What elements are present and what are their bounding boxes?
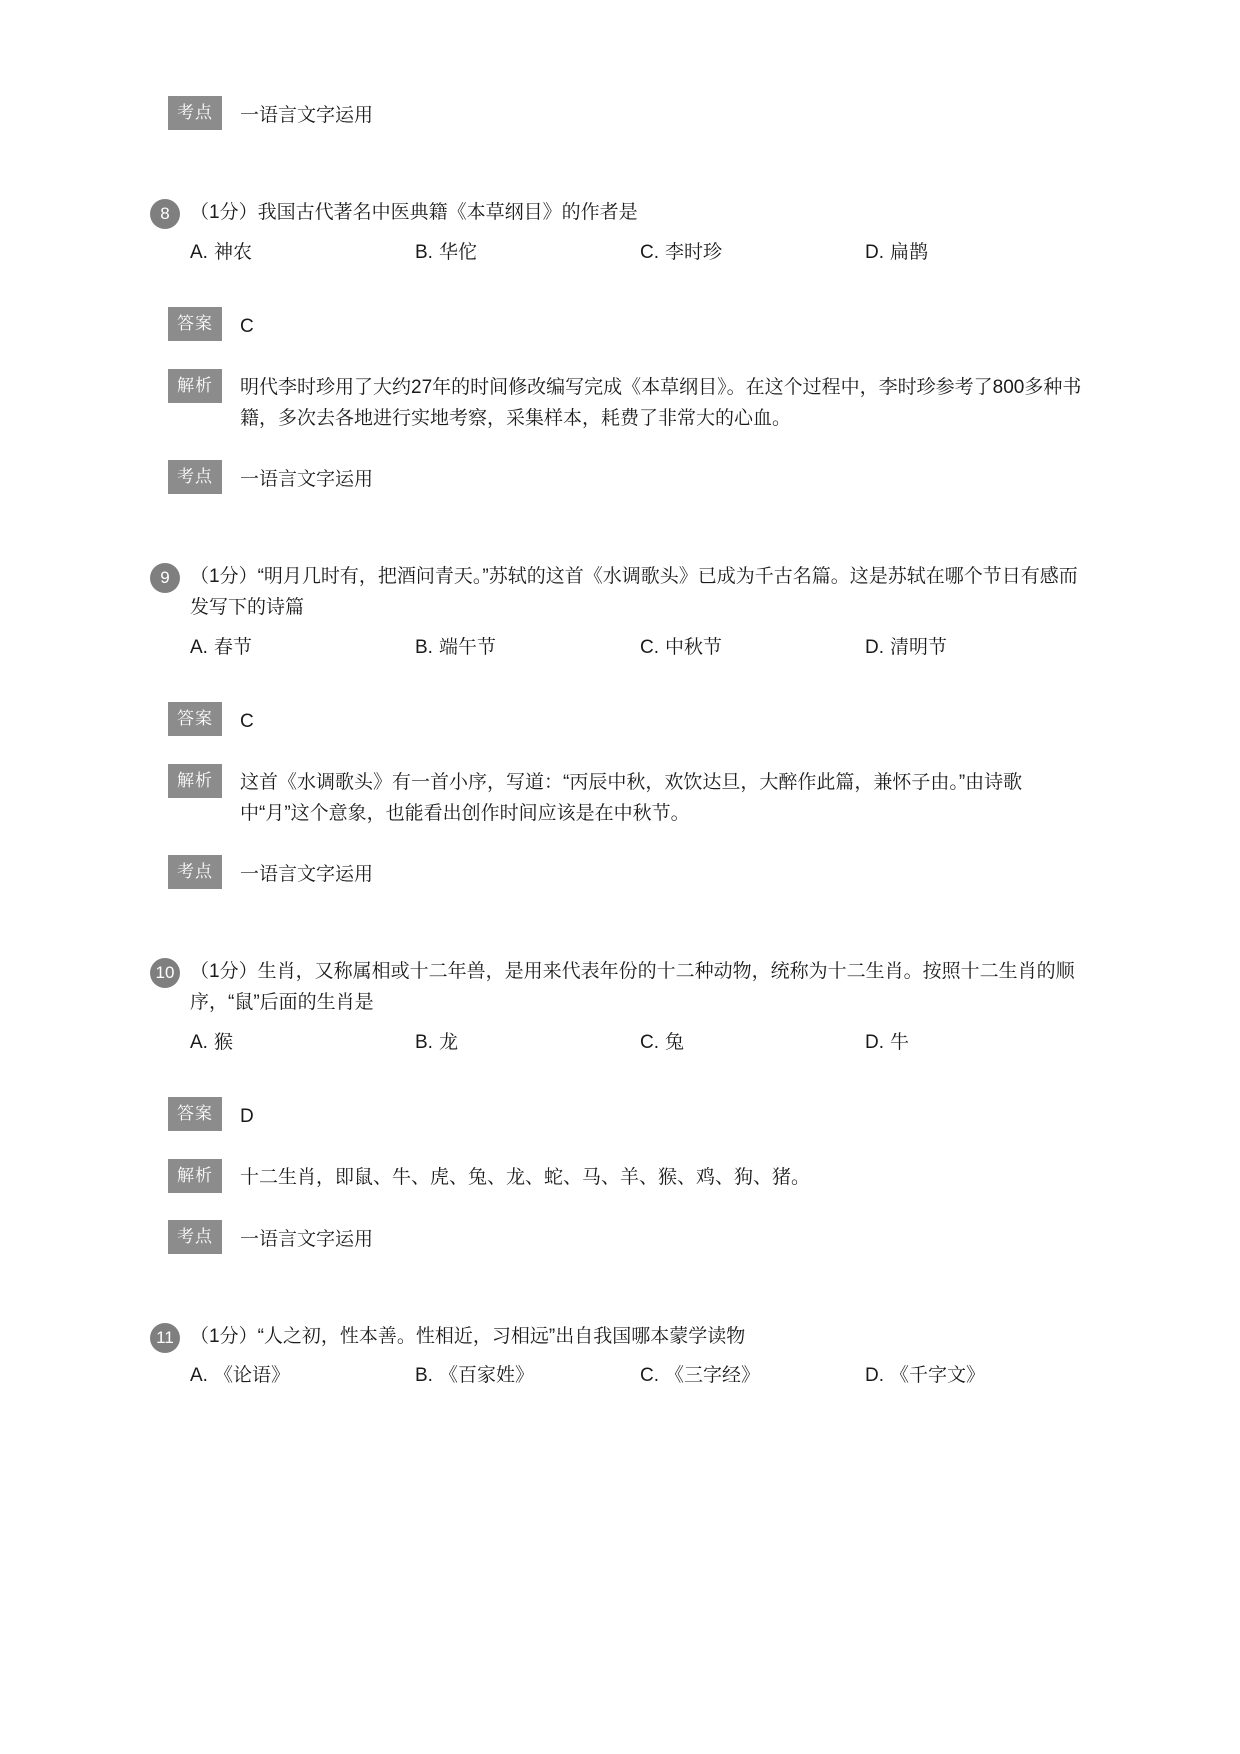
analysis-row: [150, 764, 1090, 830]
option-label: D.: [865, 636, 884, 658]
option-label: D.: [865, 241, 884, 263]
knowledge-text: 一语言文字运用: [240, 105, 374, 126]
knowledge-row-top: [150, 96, 1090, 132]
option-b[interactable]: [415, 239, 640, 268]
answer-text: D: [240, 1106, 254, 1128]
option-text: 扁鹊: [890, 241, 929, 263]
knowledge-chip: 考点: [168, 96, 222, 130]
option-label: D.: [865, 1031, 884, 1053]
option-text: 《千字文》: [890, 1365, 986, 1387]
spacer: [150, 891, 1090, 957]
option-label: A.: [190, 241, 208, 263]
spacer: [150, 1133, 1090, 1159]
analysis-chip: 解析: [168, 369, 222, 403]
question-stem: （1分）“人之初，性本善。性相近，习相远”出自我国哪本蒙学读物: [190, 1325, 746, 1347]
analysis-row: [150, 369, 1090, 435]
option-text: 猴: [213, 1031, 233, 1053]
option-a[interactable]: [190, 1362, 415, 1391]
option-list: [190, 634, 1090, 663]
option-d[interactable]: [865, 1029, 1090, 1058]
question-stem: （1分）我国古代著名中医典籍《本草纲目》的作者是: [190, 201, 638, 223]
question-number: 11: [150, 1323, 180, 1353]
analysis-row: [150, 1159, 1090, 1194]
question-stem: （1分）“明月几时有，把酒问青天。”苏轼的这首《水调歌头》已成为千古名篇。这是苏轼在哪个节日有感而发写下的诗篇: [190, 566, 1078, 618]
knowledge-text: 一语言文字运用: [240, 1228, 374, 1250]
option-label: A.: [190, 636, 208, 658]
spacer: [150, 343, 1090, 369]
option-text: 李时珍: [665, 241, 723, 263]
option-list: [190, 1029, 1090, 1058]
question-body: [190, 562, 1090, 662]
answer-text: C: [240, 316, 254, 338]
spacer: [150, 496, 1090, 562]
option-d[interactable]: [865, 634, 1090, 663]
option-text: 《论语》: [213, 1365, 290, 1387]
option-text: 神农: [213, 241, 252, 263]
question-stem: （1分）生肖，又称属相或十二年兽，是用来代表年份的十二种动物，统称为十二生肖。按照十二生肖的顺序，“鼠”后面的生肖是: [190, 961, 1075, 1013]
option-text: 端午节: [438, 636, 496, 658]
option-label: B.: [415, 1031, 433, 1053]
analysis-text: 十二生肖，即鼠、牛、虎、兔、龙、蛇、马、羊、猴、鸡、狗、猪。: [240, 1166, 811, 1188]
analysis-text: 这首《水调歌头》有一首小序，写道：“丙辰中秋，欢饮达旦，大醉作此篇，兼怀子由。”由诗歌中“月”这个意象，也能看出创作时间应该是在中秋节。: [240, 771, 1023, 824]
option-label: C.: [640, 241, 659, 263]
spacer: [150, 1256, 1090, 1322]
knowledge-row: [150, 855, 1090, 891]
option-text: 牛: [890, 1031, 910, 1053]
question-body: [190, 1322, 1090, 1391]
knowledge-row: [150, 1220, 1090, 1256]
option-label: C.: [640, 1031, 659, 1053]
question-block: [150, 957, 1090, 1057]
option-text: 华佗: [438, 241, 477, 263]
question-body: [190, 198, 1090, 267]
analysis-chip: 解析: [168, 1159, 222, 1193]
option-d[interactable]: [865, 239, 1090, 268]
option-b[interactable]: [415, 1362, 640, 1391]
option-label: D.: [865, 1365, 884, 1387]
answer-row: [150, 1097, 1090, 1133]
knowledge-chip: 考点: [168, 1220, 222, 1254]
knowledge-row: [150, 460, 1090, 496]
knowledge-chip: 考点: [168, 855, 222, 889]
spacer: [150, 1194, 1090, 1220]
option-text: 清明节: [890, 636, 948, 658]
question-number: 10: [150, 958, 180, 988]
spacer: [150, 434, 1090, 460]
option-b[interactable]: [415, 634, 640, 663]
spacer: [150, 132, 1090, 198]
option-text: 中秋节: [665, 636, 723, 658]
option-text: 春节: [213, 636, 252, 658]
spacer: [150, 662, 1090, 702]
answer-text: C: [240, 711, 254, 733]
option-c[interactable]: [640, 634, 865, 663]
question-block: [150, 198, 1090, 267]
answer-chip: 答案: [168, 1097, 222, 1131]
option-text: 龙: [438, 1031, 458, 1053]
spacer: [150, 1057, 1090, 1097]
option-c[interactable]: [640, 1362, 865, 1391]
question-body: [190, 957, 1090, 1057]
question-number: 8: [150, 199, 180, 229]
option-text: 兔: [665, 1031, 685, 1053]
knowledge-text: 一语言文字运用: [240, 864, 374, 886]
option-a[interactable]: [190, 239, 415, 268]
question-block: [150, 1322, 1090, 1391]
option-label: A.: [190, 1365, 208, 1387]
analysis-chip: 解析: [168, 764, 222, 798]
option-list: [190, 1362, 1090, 1391]
question-number: 9: [150, 563, 180, 593]
option-a[interactable]: [190, 1029, 415, 1058]
option-label: C.: [640, 636, 659, 658]
answer-chip: 答案: [168, 702, 222, 736]
spacer: [150, 738, 1090, 764]
analysis-text: 明代李时珍用了大约27年的时间修改编写完成《本草纲目》。在这个过程中，李时珍参考了800多种书籍，多次去各地进行实地考察，采集样本，耗费了非常大的心血。: [240, 376, 1082, 429]
option-c[interactable]: [640, 239, 865, 268]
answer-row: [150, 702, 1090, 738]
option-c[interactable]: [640, 1029, 865, 1058]
option-label: A.: [190, 1031, 208, 1053]
option-label: C.: [640, 1365, 659, 1387]
option-label: B.: [415, 241, 433, 263]
knowledge-chip: 考点: [168, 460, 222, 494]
option-label: B.: [415, 636, 433, 658]
knowledge-text: 一语言文字运用: [240, 469, 374, 491]
option-text: 《百家姓》: [438, 1365, 534, 1387]
question-block: [150, 562, 1090, 662]
spacer: [150, 829, 1090, 855]
option-text: 《三字经》: [665, 1365, 761, 1387]
option-b[interactable]: [415, 1029, 640, 1058]
option-label: B.: [415, 1365, 433, 1387]
option-a[interactable]: [190, 634, 415, 663]
answer-row: [150, 307, 1090, 343]
answer-chip: 答案: [168, 307, 222, 341]
option-d[interactable]: [865, 1362, 1090, 1391]
option-list: [190, 239, 1090, 268]
spacer: [150, 267, 1090, 307]
